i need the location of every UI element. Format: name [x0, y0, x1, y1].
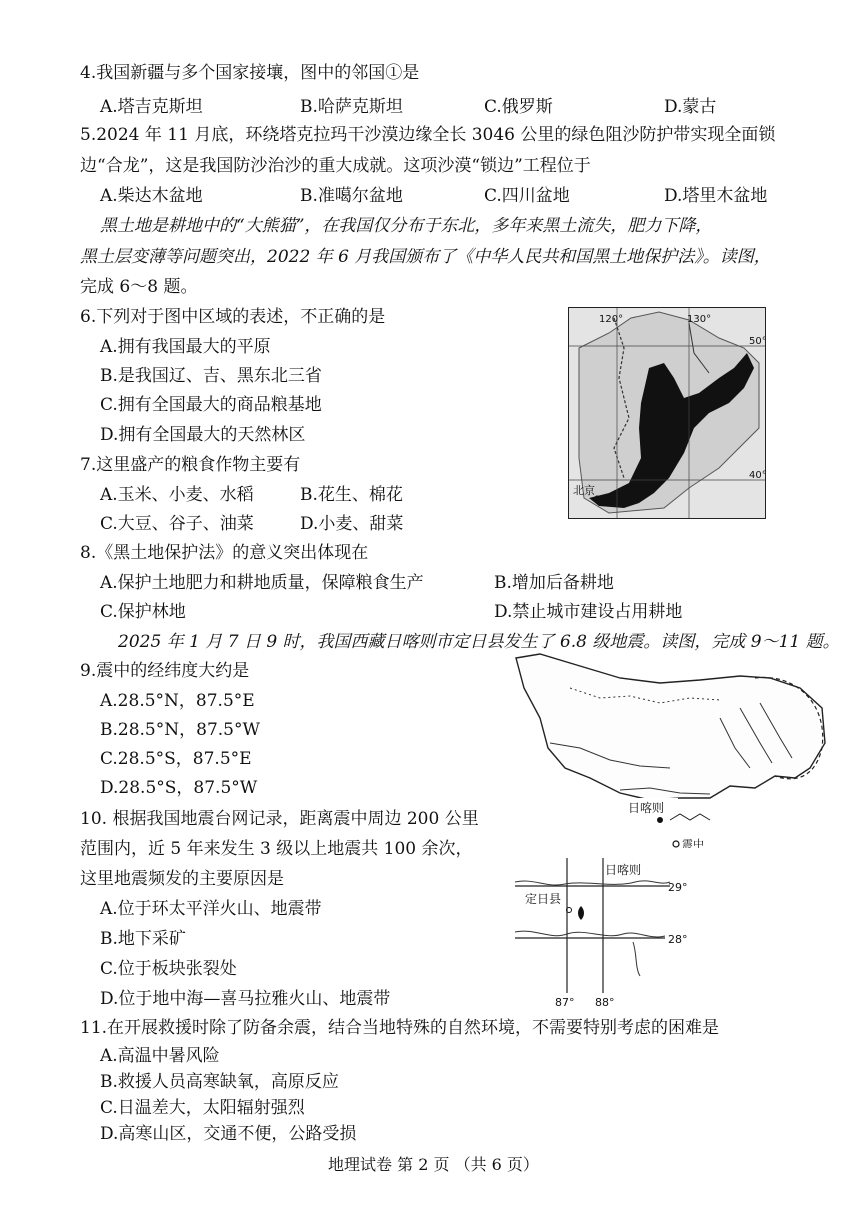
option-d: D.拥有全国最大的天然林区: [100, 425, 306, 445]
option-a: A.塔吉克斯坦: [100, 97, 203, 117]
tibet-city-label: 日喀则: [628, 801, 665, 815]
lon-88-label: 88°: [595, 996, 615, 1009]
question-5-stem-line1: 5.2024 年 11 月底，环绕塔克拉玛干沙漠边缘全长 3046 公里的绿色阻沙防护带实现全面锁: [80, 125, 776, 145]
option-d: D.塔里木盆地: [664, 186, 768, 206]
option-a: A.柴达木盆地: [100, 186, 203, 206]
page-footer: 地理试卷 第 2 页 （共 6 页）: [328, 1155, 539, 1174]
intro-6-8-line3: 完成 6～8 题。: [80, 277, 198, 297]
intro-9-11: 2025 年 1 月 7 日 9 时，我国西藏日喀则市定日县发生了 6.8 级地震。读图，完成 9～11 题。: [118, 632, 840, 652]
option-c: C.大豆、谷子、油菜: [100, 514, 254, 534]
tibet-map: [510, 648, 830, 848]
legend-epicenter-icon: [673, 841, 679, 847]
option-b: B.28.5°N，87.5°W: [100, 720, 260, 740]
northeast-map-graphic: [569, 308, 765, 518]
question-8-stem: 8.《黑土地保护法》的意义突出体现在: [80, 543, 369, 563]
option-c: C.拥有全国最大的商品粮基地: [100, 395, 322, 415]
option-a: A.位于环太平洋火山、地震带: [100, 899, 322, 919]
lat-29-label: 29°: [668, 881, 688, 894]
intro-6-8-line2: 黑土层变薄等问题突出，2022 年 6 月我国颁布了《中华人民共和国黑土地保护法》。读图，: [80, 247, 771, 267]
option-a: A.玉米、小麦、水稻: [100, 485, 254, 505]
epicenter-marker-small: [657, 817, 663, 823]
option-a: A.拥有我国最大的平原: [100, 337, 271, 357]
question-10-stem-line2: 范围内，近 5 年来发生 3 级以上地震共 100 余次，: [80, 839, 473, 859]
question-11-stem: 11.在开展救援时除了防备余震，结合当地特殊的自然环境，不需要特别考虑的困难是: [80, 1018, 720, 1038]
lat-40-label: 40°: [749, 470, 765, 481]
intro-6-8-line1: 黑土地是耕地中的“大熊猫”，在我国仅分布于东北，多年来黑土流失，肥力下降，: [100, 216, 713, 236]
option-d: D.禁止城市建设占用耕地: [494, 602, 683, 622]
lat-28-label: 28°: [668, 933, 688, 946]
question-6-stem: 6.下列对于图中区域的表述，不正确的是: [80, 307, 386, 327]
dingri-detail-graphic: [505, 858, 710, 1010]
question-10-stem-line1: 10. 根据我国地震台网记录，距离震中周边 200 公里: [80, 809, 479, 829]
beijing-dot: [595, 496, 600, 501]
question-9-stem: 9.震中的经纬度大约是: [80, 661, 250, 681]
legend-epicenter-label: 震中: [682, 838, 704, 848]
option-b: B.救援人员高寒缺氧，高原反应: [100, 1072, 339, 1092]
option-c: C.28.5°S，87.5°E: [100, 749, 252, 769]
option-c: C.位于板块张裂处: [100, 959, 237, 979]
option-d: D.28.5°S，87.5°W: [100, 778, 258, 798]
option-d: D.蒙古: [664, 97, 717, 117]
question-4-stem: 4.我国新疆与多个国家接壤，图中的邻国①是: [80, 63, 420, 83]
lat-50-label: 50°: [749, 336, 765, 347]
lon-120-label: 120°: [599, 314, 624, 325]
option-d: D.小麦、甜菜: [300, 514, 404, 534]
option-c: C.四川盆地: [484, 186, 570, 206]
option-c: C.俄罗斯: [484, 97, 553, 117]
question-7-stem: 7.这里盛产的粮食作物主要有: [80, 455, 301, 475]
lon-87-label: 87°: [555, 996, 575, 1009]
option-b: B.哈萨克斯坦: [300, 97, 403, 117]
epicenter-marker: [578, 906, 584, 920]
question-10-stem-line3: 这里地震频发的主要原因是: [80, 869, 284, 889]
option-a: A.保护土地肥力和耕地质量，保障粮食生产: [100, 573, 424, 593]
option-a: A.28.5°N，87.5°E: [100, 691, 255, 711]
dingri-detail-map: [505, 858, 710, 1010]
dingri-county-label: 定日县: [525, 892, 562, 906]
option-b: B.地下采矿: [100, 929, 186, 949]
option-b: B.增加后备耕地: [494, 573, 614, 593]
option-c: C.日温差大，太阳辐射强烈: [100, 1098, 305, 1118]
detail-city-label: 日喀则: [605, 863, 642, 877]
option-d: D.位于地中海—喜马拉雅火山、地震带: [100, 989, 391, 1009]
option-b: B.花生、棉花: [300, 485, 403, 505]
option-b: B.是我国辽、吉、黑东北三省: [100, 366, 322, 386]
tibet-map-graphic: [510, 648, 830, 848]
lon-130-label: 130°: [687, 314, 712, 325]
question-5-stem-line2: 边“合龙”，这是我国防沙治沙的重大成就。这项沙漠“锁边”工程位于: [80, 156, 591, 176]
option-b: B.准噶尔盆地: [300, 186, 403, 206]
northeast-china-map: [568, 307, 766, 519]
option-c: C.保护林地: [100, 602, 186, 622]
option-a: A.高温中暑风险: [100, 1046, 220, 1066]
beijing-label: 北京: [573, 484, 595, 497]
option-d: D.高寒山区，交通不便，公路受损: [100, 1124, 357, 1144]
